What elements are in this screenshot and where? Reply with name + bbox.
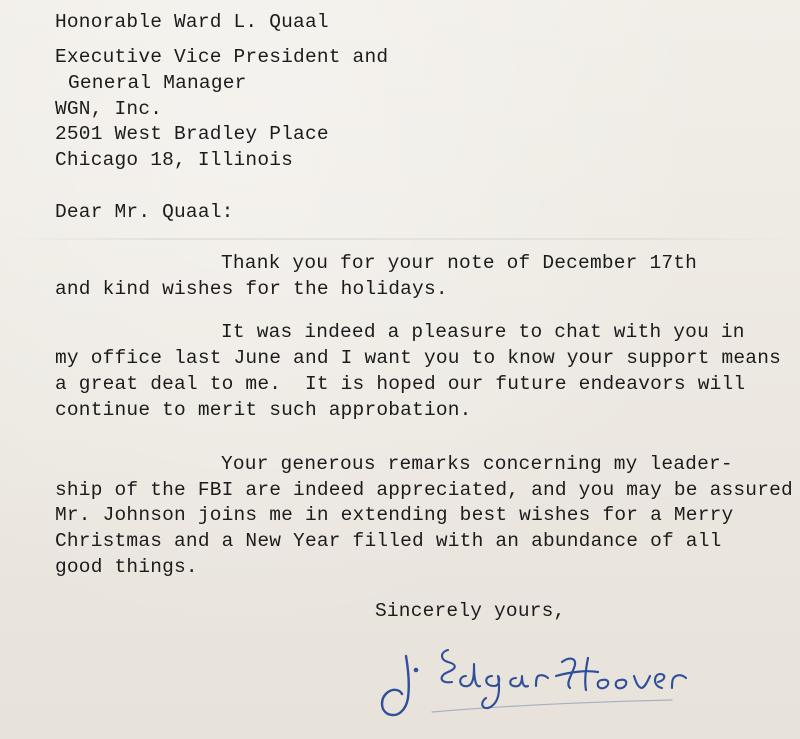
paragraph-2-line-1: It was indeed a pleasure to chat with you in	[221, 321, 745, 343]
address-line-6: Chicago 18, Illinois	[55, 149, 294, 171]
closing: Sincerely yours,	[375, 600, 566, 622]
address-line-5: 2501 West Bradley Place	[55, 123, 329, 145]
handwritten-signature	[372, 628, 702, 728]
paragraph-1-line-1: Thank you for your note of December 17th	[221, 252, 698, 274]
paragraph-2-line-4: continue to merit such approbation.	[55, 399, 472, 421]
paragraph-2-line-2: my office last June and I want you to know your support means	[55, 347, 782, 369]
address-line-2: Executive Vice President and	[55, 46, 389, 68]
paragraph-3-line-1: Your generous remarks concerning my leader-	[221, 453, 733, 475]
salutation: Dear Mr. Quaal:	[55, 201, 234, 223]
address-line-3: General Manager	[68, 72, 247, 94]
address-line-4: WGN, Inc.	[55, 98, 163, 120]
paper-fold-line	[0, 238, 800, 240]
paragraph-3-line-2: ship of the FBI are indeed appreciated, and you may be assured	[55, 479, 793, 501]
address-line-1: Honorable Ward L. Quaal	[55, 11, 329, 33]
paragraph-3-line-5: good things.	[55, 556, 198, 578]
paragraph-3-line-3: Mr. Johnson joins me in extending best wishes for a Merry	[55, 504, 734, 526]
paragraph-2-line-3: a great deal to me. It is hoped our future endeavors will	[55, 373, 746, 395]
paragraph-3-line-4: Christmas and a New Year filled with an abundance of all	[55, 530, 722, 552]
paragraph-1-line-2: and kind wishes for the holidays.	[55, 278, 448, 300]
